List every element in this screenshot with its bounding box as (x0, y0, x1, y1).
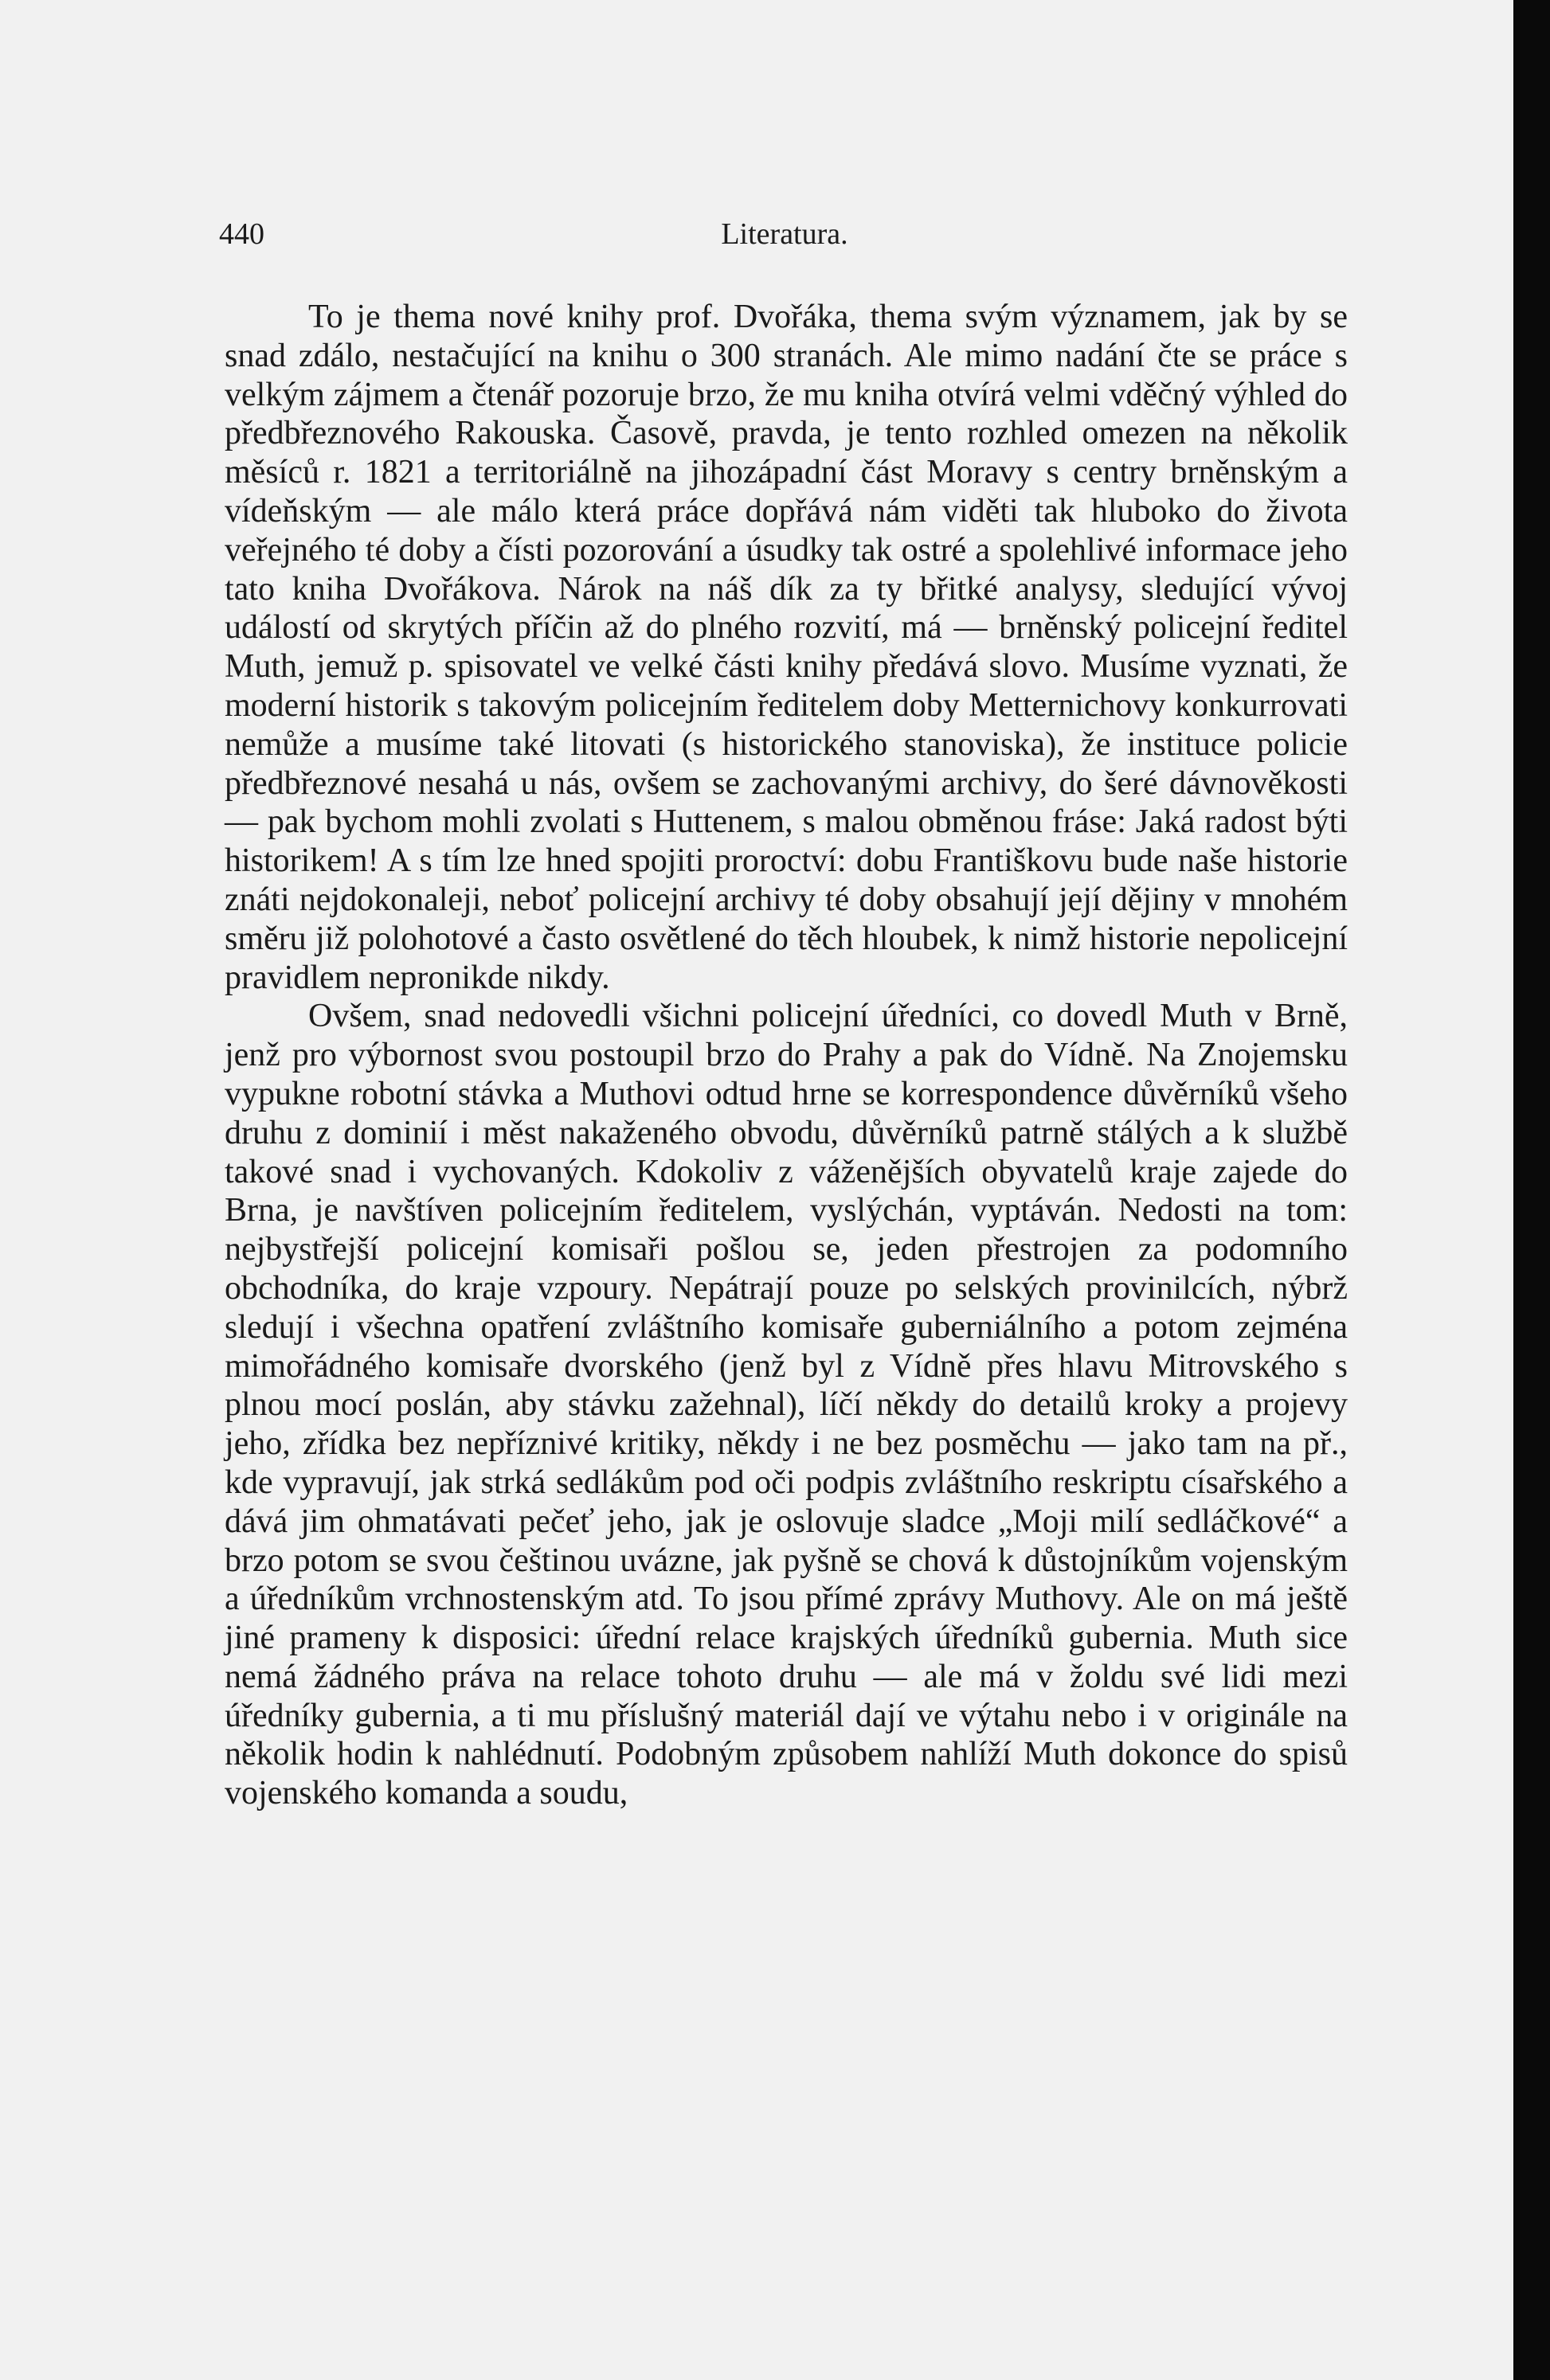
scan-border (1513, 0, 1550, 2380)
page-number: 440 (219, 217, 264, 251)
page-header (219, 217, 1350, 264)
paragraph: To je thema nové knihy prof. Dvořáka, thema svým významem, jak by se snad zdálo, nestačující na knihu o 300 stranách. Ale mimo nadání čte se práce s velkým zájmem a čtenář pozoruje brzo, že mu kniha otvírá velmi vděčný výhled do předbřeznového Rakouska. Časově, pravda, je tento rozhled omezen na několik měsíců r. 1821 a territoriálně na jihozápadní část Moravy s centry brněnským a vídeňským — ale málo která práce dopřává nám viděti tak hluboko do života veřejného té doby a čísti pozorování a úsudky tak ostré a spolehlivé informace jeho tato kniha Dvořákova. Nárok na náš dík za ty břitké analysy, sledující vývoj událostí od skrytých příčin až do plného rozvití, má — brněnský policejní ředitel Muth, jemuž p. spisovatel ve velké části knihy předává slovo. Musíme vyznati, že moderní historik s takovým policejním ředitelem doby Metternichovy konkurrovati nemůže a musíme také litovati (s historického stanoviska), že instituce policie předbřeznové nesahá u nás, ovšem se zachovanými archivy, do šeré dávnověkosti — pak bychom mohli zvolati s Huttenem, s malou obměnou fráse: Jaká radost býti historikem! A s tím lze hned spojiti proroctví: dobu Františkovu bude naše historie znáti nejdokonaleji, neboť policejní archivy té doby obsahují její dějiny v mnohém směru již polohotové a často osvětlené do těch hloubek, k nimž historie nepolicejní pravidlem nepronikde nikdy. (225, 299, 1348, 996)
paragraph: Ovšem, snad nedovedli všichni policejní úředníci, co dovedl Muth v Brně, jenž pro výbornost svou postoupil brzo do Prahy a pak do Vídně. Na Znojemsku vypukne robotní stávka a Muthovi odtud hrne se korrespondence důvěrníků všeho druhu z dominií i měst nakaženého obvodu, důvěrníků patrně stálých a k službě takové snad i vychovaných. Kdokoliv z váženějších obyvatelů kraje zajede do Brna, je navštíven policejním ředitelem, vyslýchán, vyptáván. Nedosti na tom: nejbystřejší policejní komisaři pošlou se, jeden přestrojen za podomního obchodníka, do kraje vzpoury. Nepátrají pouze po selských provinilcích, nýbrž sledují i všechna opatření zvláštního komisaře guberniálního a potom zejména mimořádného komisaře dvorského (jenž byl z Vídně přes hlavu Mitrovského s plnou mocí poslán, aby stávku zažehnal), líčí někdy do detailů kroky a projevy jeho, zřídka bez nepříznivé kritiky, někdy i ne bez posměchu — jako tam na př., kde vypravují, jak strká sedlákům pod oči podpis zvláštního reskriptu císařského a dává jim ohmatávati pečeť jeho, jak je oslovuje sladce „Moji milí sedláčkové“ a brzo potom se svou češtinou uvázne, jak pyšně se chová k důstojníkům vojenským a úředníkům vrchnostenským atd. To jsou přímé zprávy Muthovy. Ale on má ještě jiné prameny k disposici: úřední relace krajských úředníků gubernia. Muth sice nemá žádného práva na relace tohoto druhu — ale má v žoldu své lidi mezi úředníky gubernia, a ti mu příslušný materiál dají ve výtahu nebo i v originále na několik hodin k nahlédnutí. Podobným způsobem nahlíží Muth dokonce do spisů vojenského komanda a soudu, (225, 998, 1348, 1812)
running-head: Literatura. (721, 217, 848, 251)
body-text (225, 298, 1348, 1813)
